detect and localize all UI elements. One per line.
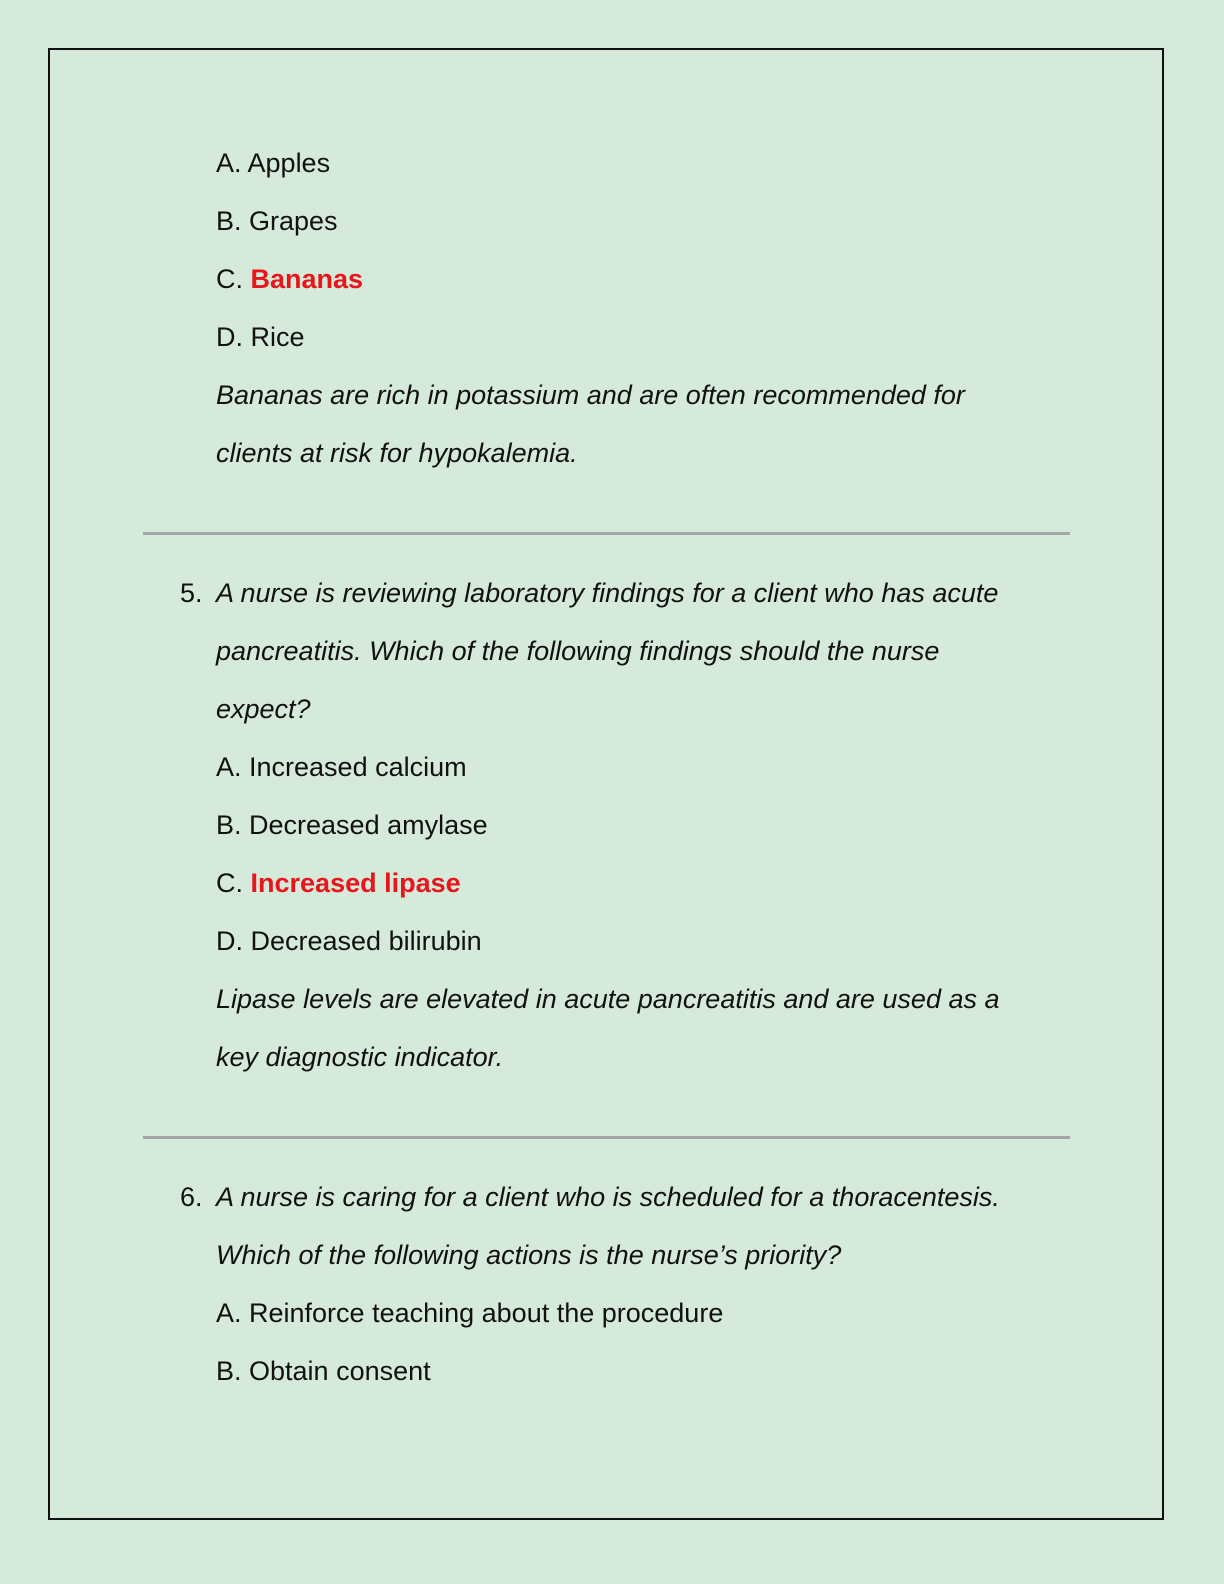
- q5-option-d: D. Decreased bilirubin: [216, 926, 482, 956]
- q5-option-a: A. Increased calcium: [216, 752, 467, 782]
- q4-option-c-prefix: C.: [216, 264, 251, 294]
- q6-number: 6.: [180, 1182, 203, 1212]
- q5-stem-line-3: expect?: [216, 694, 311, 724]
- q4-option-a: A. Apples: [216, 148, 331, 178]
- q5-number: 5.: [180, 578, 203, 608]
- q4-option-d: D. Rice: [216, 322, 305, 352]
- q5-option-c-prefix: C.: [216, 868, 251, 898]
- divider-2: [143, 1136, 1070, 1139]
- q5-stem-line-2: pancreatitis. Which of the following findings should the nurse: [216, 636, 940, 666]
- q5-rationale-line-2: key diagnostic indicator.: [216, 1042, 504, 1072]
- q4-option-c: [216, 262, 363, 296]
- q5-rationale-line-1: Lipase levels are elevated in acute pancreatitis and are used as a: [216, 984, 1000, 1014]
- q4-rationale-line-2: clients at risk for hypokalemia.: [216, 438, 578, 468]
- q5-option-b: B. Decreased amylase: [216, 810, 488, 840]
- q5-stem-line-1: A nurse is reviewing laboratory findings for a client who has acute: [216, 578, 999, 608]
- q6-option-a: A. Reinforce teaching about the procedure: [216, 1298, 724, 1328]
- q6-option-b: B. Obtain consent: [216, 1356, 431, 1386]
- q5-correct-answer: Increased lipase: [250, 868, 461, 898]
- divider-1: [143, 532, 1070, 535]
- q5-option-c: [216, 866, 461, 900]
- q4-rationale-line-1: Bananas are rich in potassium and are often recommended for: [216, 380, 965, 410]
- q6-stem-line-2: Which of the following actions is the nurse’s priority?: [216, 1240, 842, 1270]
- q4-correct-answer: Bananas: [250, 264, 364, 294]
- q6-stem-line-1: A nurse is caring for a client who is scheduled for a thoracentesis.: [216, 1182, 1000, 1212]
- q4-option-b: B. Grapes: [216, 206, 338, 236]
